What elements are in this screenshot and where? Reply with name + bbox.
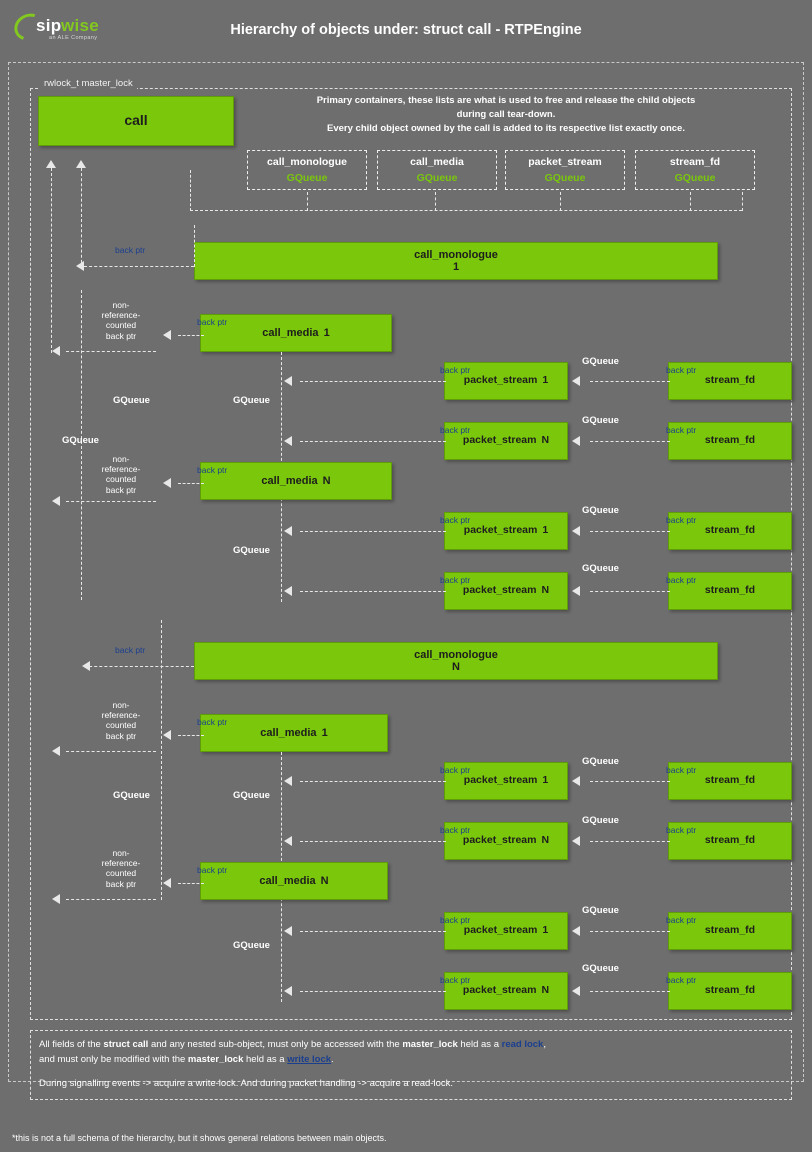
nrc-line3: counted xyxy=(105,720,137,731)
label-gqueue-media-N-d: GQueue xyxy=(233,940,270,951)
hline-media-N-backptr xyxy=(178,483,204,484)
nrc-line4: back ptr xyxy=(105,730,137,741)
note-l2-write-lock: write lock xyxy=(287,1053,332,1065)
node-packet-stream-1-d-index: 1 xyxy=(542,924,549,937)
node-stream-fd-1-b-name: stream_fd xyxy=(704,524,756,537)
arrow-left-ps-1-a xyxy=(284,376,292,386)
arrow-left-ps-N-d xyxy=(284,986,292,996)
node-call xyxy=(38,96,234,146)
primary-containers-note xyxy=(250,94,762,135)
label-back-ptr-ps-1-c: back ptr xyxy=(440,765,471,775)
arrow-left-ps-N-a xyxy=(284,436,292,446)
vline-monologue-1-up xyxy=(194,225,195,267)
node-packet-stream-N-c-name: packet_stream xyxy=(462,834,537,847)
note-l2-a: and must only be modified with the xyxy=(39,1053,188,1065)
container-call-monologue xyxy=(247,150,367,190)
container-packet-stream-type: GQueue xyxy=(544,171,586,184)
label-gqueue-sfd-N-c: GQueue xyxy=(582,815,619,826)
node-call-media-1-c xyxy=(200,714,388,752)
container-call-media xyxy=(377,150,497,190)
arrow-up-backptr-call xyxy=(76,160,86,168)
arrow-left-sfd-1-c xyxy=(572,776,580,786)
arrow-left-sfd-N-d xyxy=(572,986,580,996)
node-stream-fd-1-c-name: stream_fd xyxy=(704,774,756,787)
node-stream-fd-N-a-name: stream_fd xyxy=(704,434,756,447)
node-call-monologue-1-name: call_monologue xyxy=(414,248,498,261)
node-call-media-1 xyxy=(200,314,392,352)
nrc-line1: non- xyxy=(112,454,130,464)
hline-ps-1-d xyxy=(300,931,446,932)
arrow-left-ps-1-b xyxy=(284,526,292,536)
arrow-left-sfd-N-c xyxy=(572,836,580,846)
hline-nrc-media-1 xyxy=(66,351,156,352)
note-l1-struct: struct call xyxy=(103,1039,149,1050)
label-back-ptr-media-N-d: back ptr xyxy=(197,865,228,875)
footnote: *this is not a full schema of the hierarchy, but it shows general relations between main objects. xyxy=(12,1133,387,1143)
label-back-ptr-media-1: back ptr xyxy=(197,317,228,327)
label-gqueue-sfd-N-d: GQueue xyxy=(582,963,619,974)
label-back-ptr-sfd-N-d: back ptr xyxy=(666,975,697,985)
label-back-ptr-ps-N-a: back ptr xyxy=(440,425,471,435)
nrc-line3: counted xyxy=(105,320,137,331)
node-packet-stream-N-d-name: packet_stream xyxy=(462,984,537,997)
node-packet-stream-N-a-index: N xyxy=(541,434,550,447)
arrow-left-nrc-media-1 xyxy=(52,346,60,356)
node-call-monologue-1 xyxy=(194,242,718,280)
nrc-line4: back ptr xyxy=(105,484,137,495)
container-call-media-type: GQueue xyxy=(416,171,458,184)
note-l1-read-lock: read lock xyxy=(501,1039,544,1050)
locking-notes xyxy=(30,1030,792,1100)
note-l1-b: and any nested sub-object, must only be accessed with the xyxy=(148,1039,403,1050)
label-nrc-media-N-d xyxy=(89,848,153,889)
primary-containers-row xyxy=(247,150,767,192)
master-lock-label: rwlock_t master_lock xyxy=(40,78,137,89)
nrc-line4: back ptr xyxy=(105,878,137,889)
primary-bus-tick-4 xyxy=(690,192,691,211)
note-l1-d: , xyxy=(543,1039,546,1050)
hline-sfd-1-b xyxy=(590,531,670,532)
node-packet-stream-1-a-name: packet_stream xyxy=(463,374,538,387)
primary-bus-line xyxy=(190,210,742,211)
arrow-left-sfd-1-d xyxy=(572,926,580,936)
label-nrc-media-1 xyxy=(89,300,153,341)
label-back-ptr-ps-1-a: back ptr xyxy=(440,365,471,375)
label-gqueue-call-root: GQueue xyxy=(62,435,99,446)
nrc-line1: non- xyxy=(112,848,130,858)
note-l2-c: . xyxy=(331,1053,334,1065)
node-call-media-1-index: 1 xyxy=(323,326,330,339)
node-packet-stream-N-a-name: packet_stream xyxy=(462,434,537,447)
label-gqueue-media-N-b: GQueue xyxy=(233,545,270,556)
node-call-media-N-d-index: N xyxy=(320,874,329,887)
arrow-left-monologue-N xyxy=(82,661,90,671)
label-back-ptr-sfd-N-c: back ptr xyxy=(666,825,697,835)
note-l2-b: held as a xyxy=(243,1053,288,1065)
node-packet-stream-1-a-index: 1 xyxy=(542,374,549,387)
node-call-media-N xyxy=(200,462,392,500)
arrow-left-media-N-d xyxy=(163,878,171,888)
node-call-monologue-1-index: 1 xyxy=(452,261,460,273)
label-back-ptr-sfd-1-b: back ptr xyxy=(666,515,697,525)
vline-call-gqueue xyxy=(51,168,52,353)
arrow-left-nrc-media-N xyxy=(52,496,60,506)
label-gqueue-sfd-N-a: GQueue xyxy=(582,415,619,426)
label-gqueue-sfd-1-c: GQueue xyxy=(582,756,619,767)
hline-media-N-d xyxy=(178,883,204,884)
label-gqueue-sfd-1-a: GQueue xyxy=(582,356,619,367)
hline-sfd-1-a xyxy=(590,381,670,382)
arrow-left-media-1-c xyxy=(163,730,171,740)
primary-bus-tick-2 xyxy=(435,192,436,211)
arrow-left-media-1 xyxy=(163,330,171,340)
primary-note-line3: Every child object owned by the call is added to its respective list exactly once. xyxy=(327,122,685,134)
nrc-line2: reference- xyxy=(101,464,141,475)
node-call-media-N-d-name: call_media xyxy=(259,874,316,887)
primary-note-line1: Primary containers, these lists are what is used to free and release the child objects xyxy=(316,95,696,106)
nrc-line1: non- xyxy=(112,700,130,710)
hline-sfd-N-d xyxy=(590,991,670,992)
arrow-left-media-N xyxy=(163,478,171,488)
nrc-line2: reference- xyxy=(101,710,141,721)
node-packet-stream-1-b-index: 1 xyxy=(542,524,549,537)
label-gqueue-sfd-1-b: GQueue xyxy=(582,505,619,516)
node-call-media-N-name: call_media xyxy=(261,474,318,487)
label-back-ptr-sfd-1-d: back ptr xyxy=(666,915,697,925)
note-l1-c: held as a xyxy=(457,1039,502,1050)
node-packet-stream-N-b-name: packet_stream xyxy=(462,584,537,597)
primary-bus-tick-3 xyxy=(560,192,561,211)
label-gqueue-sfd-1-d: GQueue xyxy=(582,905,619,916)
page-header xyxy=(0,0,812,62)
container-call-monologue-name: call_monologue xyxy=(267,156,347,168)
container-stream-fd xyxy=(635,150,755,190)
hline-nrc-media-1-c xyxy=(66,751,156,752)
hline-ps-1-a xyxy=(300,381,446,382)
label-gqueue-sfd-N-b: GQueue xyxy=(582,563,619,574)
node-stream-fd-N-d-name: stream_fd xyxy=(704,984,756,997)
label-back-ptr-ps-1-b: back ptr xyxy=(440,515,471,525)
hline-monologue-1-backptr xyxy=(84,266,194,267)
label-gqueue-monologue-N: GQueue xyxy=(113,790,150,801)
note-l1-a: All fields of the xyxy=(39,1039,104,1050)
node-packet-stream-1-c-name: packet_stream xyxy=(463,774,538,787)
label-back-ptr-ps-N-d: back ptr xyxy=(440,975,471,985)
hline-sfd-1-d xyxy=(590,931,670,932)
logo-sip-text: sip xyxy=(36,16,62,35)
label-nrc-media-N xyxy=(89,454,153,495)
hline-ps-1-c xyxy=(300,781,446,782)
hline-sfd-N-b xyxy=(590,591,670,592)
primary-note-line2: during call tear-down. xyxy=(456,108,556,120)
primary-bus-left xyxy=(190,170,191,211)
hline-ps-N-b xyxy=(300,591,446,592)
hline-sfd-N-c xyxy=(590,841,670,842)
node-packet-stream-1-c-index: 1 xyxy=(542,774,549,787)
logo-wise-text: wise xyxy=(61,16,100,35)
node-call-monologue-N-name: call_monologue xyxy=(414,648,498,661)
node-packet-stream-N-d-index: N xyxy=(541,984,550,997)
label-gqueue-media-1-a: GQueue xyxy=(233,395,270,406)
node-call-media-1-c-index: 1 xyxy=(321,726,328,739)
node-call-label: call xyxy=(124,112,148,129)
label-back-ptr-sfd-N-a: back ptr xyxy=(666,425,697,435)
container-stream-fd-name: stream_fd xyxy=(669,156,721,168)
node-call-media-N-d xyxy=(200,862,388,900)
label-back-ptr-ps-N-c: back ptr xyxy=(440,825,471,835)
node-packet-stream-1-b-name: packet_stream xyxy=(463,524,538,537)
container-call-media-name: call_media xyxy=(410,156,464,168)
node-stream-fd-1-d-name: stream_fd xyxy=(704,924,756,937)
hline-media-1-c xyxy=(178,735,204,736)
label-back-ptr-monologue-N: back ptr xyxy=(115,645,146,655)
arrow-left-nrc-media-1-c xyxy=(52,746,60,756)
nrc-line4: back ptr xyxy=(105,330,137,341)
hline-nrc-media-N-d xyxy=(66,899,156,900)
nrc-line2: reference- xyxy=(101,310,141,321)
arrow-left-monologue-1 xyxy=(76,261,84,271)
node-call-monologue-N-index: N xyxy=(452,661,460,673)
arrow-up-gqueue-call xyxy=(46,160,56,168)
hline-media-1-backptr xyxy=(178,335,204,336)
hline-sfd-1-c xyxy=(590,781,670,782)
vline-call-backptr xyxy=(81,168,82,268)
label-gqueue-media-1-c: GQueue xyxy=(233,790,270,801)
hline-ps-N-d xyxy=(300,991,446,992)
arrow-left-sfd-N-b xyxy=(572,586,580,596)
primary-bus-right xyxy=(742,192,743,211)
label-back-ptr-media-N: back ptr xyxy=(197,465,228,475)
arrow-left-sfd-1-a xyxy=(572,376,580,386)
primary-bus-tick-1 xyxy=(307,192,308,211)
label-back-ptr-sfd-N-b: back ptr xyxy=(666,575,697,585)
note-l1-master: master_lock xyxy=(402,1039,458,1050)
locking-notes-line2 xyxy=(39,1053,783,1068)
arrow-left-ps-N-b xyxy=(284,586,292,596)
nrc-line2: reference- xyxy=(101,858,141,869)
label-gqueue-monologue-1: GQueue xyxy=(113,395,150,406)
hline-ps-N-a xyxy=(300,441,446,442)
hline-nrc-media-N xyxy=(66,501,156,502)
node-stream-fd-N-b-name: stream_fd xyxy=(704,584,756,597)
hline-monologue-N-backptr xyxy=(84,666,194,667)
container-packet-stream-name: packet_stream xyxy=(528,156,602,168)
page-title: Hierarchy of objects under: struct call - RTPEngine xyxy=(230,22,582,38)
node-call-media-1-name: call_media xyxy=(262,326,319,339)
arrow-left-sfd-N-a xyxy=(572,436,580,446)
arrow-left-ps-1-c xyxy=(284,776,292,786)
node-packet-stream-1-d-name: packet_stream xyxy=(463,924,538,937)
node-packet-stream-N-b-index: N xyxy=(541,584,550,597)
logo-tagline: an ALE Company xyxy=(49,35,98,41)
nrc-line3: counted xyxy=(105,868,137,879)
arrow-left-ps-N-c xyxy=(284,836,292,846)
label-back-ptr-media-1-c: back ptr xyxy=(197,717,228,727)
container-stream-fd-type: GQueue xyxy=(674,171,716,184)
note-l2-master: master_lock xyxy=(187,1053,244,1065)
label-back-ptr-sfd-1-a: back ptr xyxy=(666,365,697,375)
container-call-monologue-type: GQueue xyxy=(286,171,328,184)
arrow-left-ps-1-d xyxy=(284,926,292,936)
hline-ps-1-b xyxy=(300,531,446,532)
nrc-line1: non- xyxy=(112,300,130,310)
arrow-left-nrc-media-N-d xyxy=(52,894,60,904)
hline-sfd-N-a xyxy=(590,441,670,442)
node-call-monologue-N xyxy=(194,642,718,680)
label-nrc-media-1-c xyxy=(89,700,153,741)
container-packet-stream xyxy=(505,150,625,190)
node-call-media-1-c-name: call_media xyxy=(260,726,317,739)
nrc-line3: counted xyxy=(105,474,137,485)
label-back-ptr-monologue-1: back ptr xyxy=(115,245,146,255)
label-back-ptr-ps-N-b: back ptr xyxy=(440,575,471,585)
node-stream-fd-1-a-name: stream_fd xyxy=(704,374,756,387)
arrow-left-sfd-1-b xyxy=(572,526,580,536)
label-back-ptr-sfd-1-c: back ptr xyxy=(666,765,697,775)
label-back-ptr-ps-1-d: back ptr xyxy=(440,915,471,925)
locking-notes-line1 xyxy=(39,1038,783,1053)
node-call-media-N-index: N xyxy=(322,474,331,487)
node-packet-stream-N-c-index: N xyxy=(541,834,550,847)
hline-ps-N-c xyxy=(300,841,446,842)
node-stream-fd-N-c-name: stream_fd xyxy=(704,834,756,847)
locking-notes-line3: During signalling events -> acquire a write-lock. And during packet handling -> acquire a read-lock. xyxy=(39,1078,454,1090)
vline-monologue-N-children xyxy=(161,620,162,900)
